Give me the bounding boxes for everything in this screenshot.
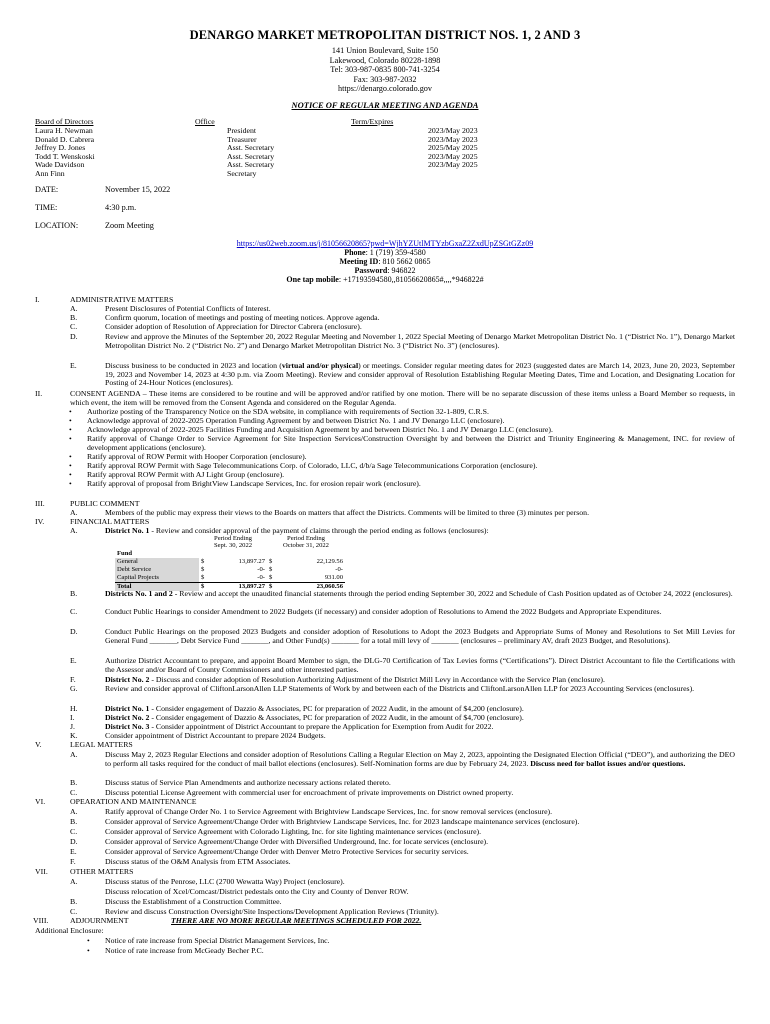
member-term: 2023/May 2025 [428, 160, 478, 169]
agenda-item: Discuss status of Service Plan Amendments and authorize necessary actions related thereto. [105, 778, 391, 787]
item-text-bold: District No. 2 [105, 675, 150, 684]
currency: $ [201, 566, 205, 574]
agenda-item: Discuss status of the Penrose, LLC (2700 Wewatta Way) Project (enclosure). [105, 877, 345, 886]
item-text: - Review and accept the unaudited financial statements through the period ending September 30, 2022 and Schedule of Cash Position updated as of October 24, 2022 (enclosures). [172, 589, 733, 598]
agenda-item: Consider adoption of Resolution of Appreciation for Director Cabrera (enclosure). [105, 322, 362, 331]
notice-heading: NOTICE OF REGULAR MEETING AND AGENDA [291, 100, 479, 110]
item-text: - Review and consider approval of the payment of claims through the period ending as follows (enclosures): [149, 526, 489, 535]
website: https://denargo.colorado.gov [338, 84, 432, 94]
member-name: Todd T. Wenskoski [35, 151, 95, 161]
consent-item: • Ratify approval ROW Permit with AJ Light Group (enclosure). [87, 471, 735, 480]
section-number: I. [35, 295, 40, 304]
telephone: Tel: 303-987-0835 800-741-3254 [330, 65, 440, 75]
amount: 23,060.56 [281, 582, 345, 591]
consent-item: • Ratify approval of Change Order to Service Agreement for Site Inspection Services/Construction Oversight by and between the District and Triunity Engineering & Management, INC. for review of development applications (enclosure). [87, 435, 735, 452]
section-number: III. [35, 499, 45, 508]
district-title: DENARGO MARKET METROPOLITAN DISTRICT NOS. 1, 2 AND 3 [189, 28, 581, 42]
item-letter: D. [70, 627, 78, 636]
enclosure-item: • Notice of rate increase from Special District Management Services, Inc. [105, 937, 330, 946]
item-letter: C. [70, 907, 78, 916]
time-label: TIME: [35, 203, 58, 212]
currency: $ [269, 566, 273, 574]
member-office: Treasurer [227, 134, 257, 144]
item-text: - Consider engagement of Dazzio & Associates, PC for preparation of 2022 Audit, in the amount of $4,700 (enclosure). [149, 713, 524, 722]
agenda-item: Discuss relocation of Xcel/Comcast/District pedestals onto the City and County of Denver ROW. [105, 887, 409, 896]
item-text-bold: District No. 1 [105, 526, 150, 535]
agenda-item [105, 362, 735, 388]
item-text-bold: District No. 1 [105, 704, 150, 713]
member-name: Jeffrey D. Jones [35, 143, 86, 152]
agenda-item: Discuss potential License Agreement with commercial user for encroachment of private improvements on District owned property. [105, 788, 514, 797]
agenda-item: Discuss status of the O&M Analysis from ETM Associates. [105, 857, 291, 866]
location-value: Zoom Meeting [105, 221, 154, 230]
enclosure-item: • Notice of rate increase from McGeady Becher P.C. [105, 947, 264, 956]
amount: 13,897.27 [238, 558, 265, 566]
claims-table [115, 535, 345, 591]
amount: 22,129.56 [316, 558, 343, 566]
amount: -0- [257, 566, 265, 574]
item-text-bold: virtual and/or physical [281, 361, 359, 370]
consent-agenda-text: CONSENT AGENDA – These items are considered to be routine and will be approved and/or ratified by one motion. There will be no separate discussion of these items unless a Board Member so requests, in which event, the item will be removed from the Consent Agenda and considered on the Regular Agenda. [70, 389, 735, 407]
item-text-bold: District No. 2 [105, 713, 150, 722]
item-text: - Consider appointment of District Accountant to prepare the Application for Exemption from Audit for 2022. [149, 722, 494, 731]
col-header: Period Ending Sept. 30, 2022 [213, 535, 253, 550]
item-letter: A. [70, 750, 78, 759]
section-title: PUBLIC COMMENT [70, 499, 140, 508]
item-letter: A. [70, 807, 78, 816]
item-letter: C. [70, 827, 78, 836]
location-label: LOCATION: [35, 221, 79, 230]
member-office: Asst. Secretary [227, 160, 275, 169]
table-row [115, 574, 345, 583]
board-header-name: Board of Directors [35, 117, 94, 126]
consent-item: • Ratify approval of ROW Permit with Hooper Corporation (enclosure). [87, 453, 735, 462]
item-letter: B. [70, 817, 78, 826]
meeting-id-label: Meeting ID [339, 257, 379, 266]
agenda-item [105, 751, 735, 768]
password-label: Password [354, 266, 388, 275]
item-letter: I. [70, 713, 75, 722]
currency: $ [269, 558, 273, 566]
item-letter: E. [70, 361, 77, 370]
item-text: - Discuss and consider adoption of Resolution Authorizing Adjustment of the District Mill Levy in Accordance with the Service Plan (enclosure). [149, 675, 605, 684]
item-letter: A. [70, 304, 78, 313]
item-letter: B. [70, 778, 78, 787]
section-number: VI. [35, 797, 46, 806]
consent-item: • Authorize posting of the Transparency Notice on the SDA website, in compliance with requirements of Section 32-1-809, C.R.S. [87, 408, 735, 417]
agenda-item: Ratify approval of Change Order No. 1 to Service Agreement with Brightview Landscape Services, Inc. for snow removal services (enclosure). [105, 807, 553, 816]
table-row [115, 558, 345, 566]
fax: Fax: 303-987-2032 [353, 74, 417, 84]
currency: $ [267, 582, 281, 591]
item-letter: K. [70, 731, 78, 740]
item-letter: A. [70, 526, 78, 535]
fund-name: Total [115, 582, 199, 591]
amount: -0- [335, 566, 343, 574]
fund-name: Capital Projects [115, 574, 199, 583]
item-letter: A. [70, 877, 78, 886]
item-letter: F. [70, 857, 76, 866]
item-letter: D. [70, 837, 78, 846]
amount: 931.00 [324, 574, 343, 582]
section-number: VII. [35, 867, 48, 876]
agenda-item: Consider approval of Service Agreement/Change Order with Denver Metro Protective Services for security services. [105, 847, 469, 856]
item-letter: B. [70, 897, 78, 906]
section-title: ADJOURNMENT [70, 916, 129, 925]
member-office: Asst. Secretary [227, 143, 275, 152]
item-letter: C. [70, 607, 78, 616]
member-office: Secretary [227, 168, 257, 178]
member-term: 2023/May 2023 [428, 134, 478, 144]
fund-header: Fund [117, 550, 133, 558]
agenda-item: Consider approval of Service Agreement/Change Order with Diversified Underground, Inc. for locate services (enclosure). [105, 837, 489, 846]
consent-item: • Acknowledge approval of 2022-2025 Operation Funding Agreement by and between District No. 1 and JV Denargo LLC (enclosure). [87, 417, 735, 426]
amount: -0- [257, 574, 265, 582]
board-header-office: Office [195, 117, 215, 126]
agenda-item: Review and consider approval of CliftonLarsonAllen LLP Statements of Work by and between each of the Districts and CliftonLarsonAllen LLP for 2023 Accounting Services (enclosures). [105, 684, 695, 693]
member-term: 2023/May 2023 [428, 126, 478, 135]
agenda-item: Discuss the Establishment of a Construction Committee. [105, 897, 282, 906]
zoom-details [0, 239, 770, 284]
currency: $ [201, 558, 205, 566]
agenda-item: Conduct Public Hearings on the proposed 2023 Budgets and consider adoption of Resolutions to Adopt the 2023 Budgets and Appropriate Sums of Money and Resolutions to Set Mill Levies for General Fund _______, Debt Service Fund _______, and Other Fund(s) _______ for a total mill levy of _______ (enclosures – preliminary AV, draft 2023 Budget, and Resolutions). [105, 627, 735, 645]
item-letter: E. [70, 656, 77, 665]
col-header: Period Ending October 31, 2022 [283, 535, 329, 550]
member-term: 2025/May 2025 [428, 143, 478, 152]
item-letter: G. [70, 684, 78, 693]
item-text: - Consider engagement of Dazzio & Associates, PC for preparation of 2022 Audit, in the amount of $4,200 (enclosure). [149, 704, 524, 713]
meeting-id-value: : 810 5662 0865 [378, 257, 431, 266]
section-title: OPEARATION AND MAINTENANCE [70, 797, 197, 806]
item-letter: A. [70, 508, 78, 517]
item-letter: J. [70, 722, 75, 731]
item-letter: C. [70, 788, 78, 797]
letterhead [0, 28, 770, 94]
time-value: 4:30 p.m. [105, 203, 137, 212]
agenda-item: Members of the public may express their views to the Boards on matters that affect the Districts. Comments will be limited to three (3) minutes per person. [105, 508, 590, 517]
agenda-item: Consider appointment of District Accountant to prepare 2024 Budgets. [105, 731, 326, 740]
section-number: II. [35, 389, 43, 398]
section-title: FINANCIAL MATTERS [70, 517, 150, 526]
date-label: DATE: [35, 185, 59, 194]
agenda-item: Review and approve the Minutes of the September 20, 2022 Regular Meeting and November 1, 2022 Special Meeting of Denargo Market Metropolitan District No. 1 (“District No. 1”), Denargo Market Metropolitan District No. 2 (“District No. 2”) and Denargo Market Metropolitan District No. 3 (“District No. 3”) (enclosures). [105, 332, 735, 350]
agenda-item: Authorize District Accountant to prepare, and appoint Board Member to sign, the DLG-70 Certification of Tax Levies forms (“Certifications”). Direct District Accountant to file the Certifications with the Assessor and/or Board of County Commissioners and other interested parties. [105, 656, 735, 674]
item-text-bold: Discuss need for ballot issues and/or questions. [530, 758, 686, 768]
section-title: OTHER MATTERS [70, 867, 134, 876]
fund-name: General [115, 558, 199, 566]
one-tap-value: : +17193594580,,81056620865#,,,,*946822# [338, 275, 484, 284]
item-letter: D. [70, 332, 78, 341]
table-row [115, 566, 345, 574]
consent-item: • Acknowledge approval of 2022-2025 Facilities Funding and Acquisition Agreement by and between District No. 1 and JV Denargo LLC (enclosure). [87, 426, 735, 435]
item-text: Discuss business to be conducted in 2023 and location ( [105, 361, 282, 370]
password-value: : 946822 [387, 266, 416, 275]
member-office: President [227, 126, 257, 135]
fund-name: Debt Service [115, 566, 199, 574]
address-line-1: 141 Union Boulevard, Suite 150 [331, 46, 439, 55]
agenda-item: Review and discuss Construction Oversight/Site Inspections/Development Application Reviews (Triunity). [105, 907, 439, 916]
member-name: Laura H. Newman [35, 126, 93, 135]
agenda-item: Present Disclosures of Potential Conflicts of Interest. [105, 304, 271, 313]
member-office: Asst. Secretary [227, 151, 275, 161]
agenda-item: Confirm quorum, location of meetings and posting of meeting notices. Approve agenda. [105, 313, 380, 322]
section-number: VIII. [33, 916, 49, 925]
address-line-2: Lakewood, Colorado 80228-1898 [329, 55, 441, 65]
one-tap-label: One tap mobile [286, 275, 339, 284]
item-letter: B. [70, 313, 78, 322]
item-text: Discuss May 2, 2023 Regular Elections and consider adoption of Resolutions Calling a Regular Election on May 2, 2023, appointing the Designated Election Official (“DEO”), and authorizing the DEO to perform all tasks required for the conduct of mail ballot elections (enclosures). Self-Nomination forms are due by February 24, 2023. [105, 750, 735, 768]
section-title: ADMINISTRATIVE MATTERS [70, 295, 174, 304]
currency: $ [201, 574, 205, 582]
adjournment-note: THERE ARE NO MORE REGULAR MEETINGS SCHEDULED FOR 2022. [171, 916, 422, 925]
amount: 13,897.27 [213, 582, 267, 591]
member-name: Wade Davidson [35, 160, 85, 169]
member-name: Donald D. Cabrera [35, 134, 95, 144]
board-header-term: Term/Expires [351, 117, 394, 126]
agenda-item: Consider approval of Service Agreement/Change Order with Brightview Landscape Services, Inc. for 2023 landscape maintenance services (enclosure). [105, 817, 580, 826]
section-number: IV. [35, 517, 45, 526]
item-text-bold: Districts No. 1 and 2 [105, 589, 173, 598]
item-letter: C. [70, 322, 78, 331]
agenda-item: Conduct Public Hearings to consider Amendment to 2022 Budgets (if necessary) and consider adoption of Resolutions to Amend the 2022 Budgets and Appropriate Expenditures. [105, 607, 662, 616]
item-letter: F. [70, 675, 76, 684]
item-letter: B. [70, 589, 78, 598]
agenda-item [105, 590, 735, 599]
currency: $ [199, 582, 213, 591]
item-text: ) or meetings. Consider regular meeting dates for 2023 (suggested dates are March 14, 2023, June 20, 2023, September 19, 2023 and November 14, 2023 at 4:30 p.m. via Zoom Meeting). Review and consider approval of Resolution Establishing Regular Meeting Dates, Time and Location, and Designating Location for Posting of 24-Hour Notices (enclosures). [105, 361, 735, 388]
member-name: Ann Finn [35, 168, 65, 178]
phone-label: Phone [344, 248, 366, 257]
zoom-link[interactable]: https://us02web.zoom.us/j/81056620865?pwd=WjhYZUtlMTYzbGxaZ2ZxdUpZSGtGZz09 [236, 239, 534, 248]
item-letter: E. [70, 847, 77, 856]
currency: $ [269, 574, 273, 582]
agenda-item: Consider approval of Service Agreement with Colorado Lighting, Inc. for site lighting maintenance services (enclosure). [105, 827, 482, 836]
consent-item: • Ratify approval of proposal from BrightView Landscape Services, Inc. for erosion repair work (enclosure). [87, 480, 735, 489]
phone-value: : 1 (719) 359-4580 [365, 248, 426, 257]
section-title: LEGAL MATTERS [70, 740, 133, 749]
date-value: November 15, 2022 [105, 185, 171, 194]
additional-enclosure-label: Additional Enclosure: [35, 926, 104, 935]
board-member-row [35, 169, 735, 178]
consent-item: • Ratify approval ROW Permit with Sage Telecommunications Corp. of Colorado, LLC, d/b/a Sage Telecommunications Corporation (enclosure). [87, 462, 735, 471]
item-letter: H. [70, 704, 78, 713]
item-text-bold: District No. 3 [105, 722, 150, 731]
section-number: V. [35, 740, 42, 749]
member-term: 2023/May 2025 [428, 151, 478, 161]
